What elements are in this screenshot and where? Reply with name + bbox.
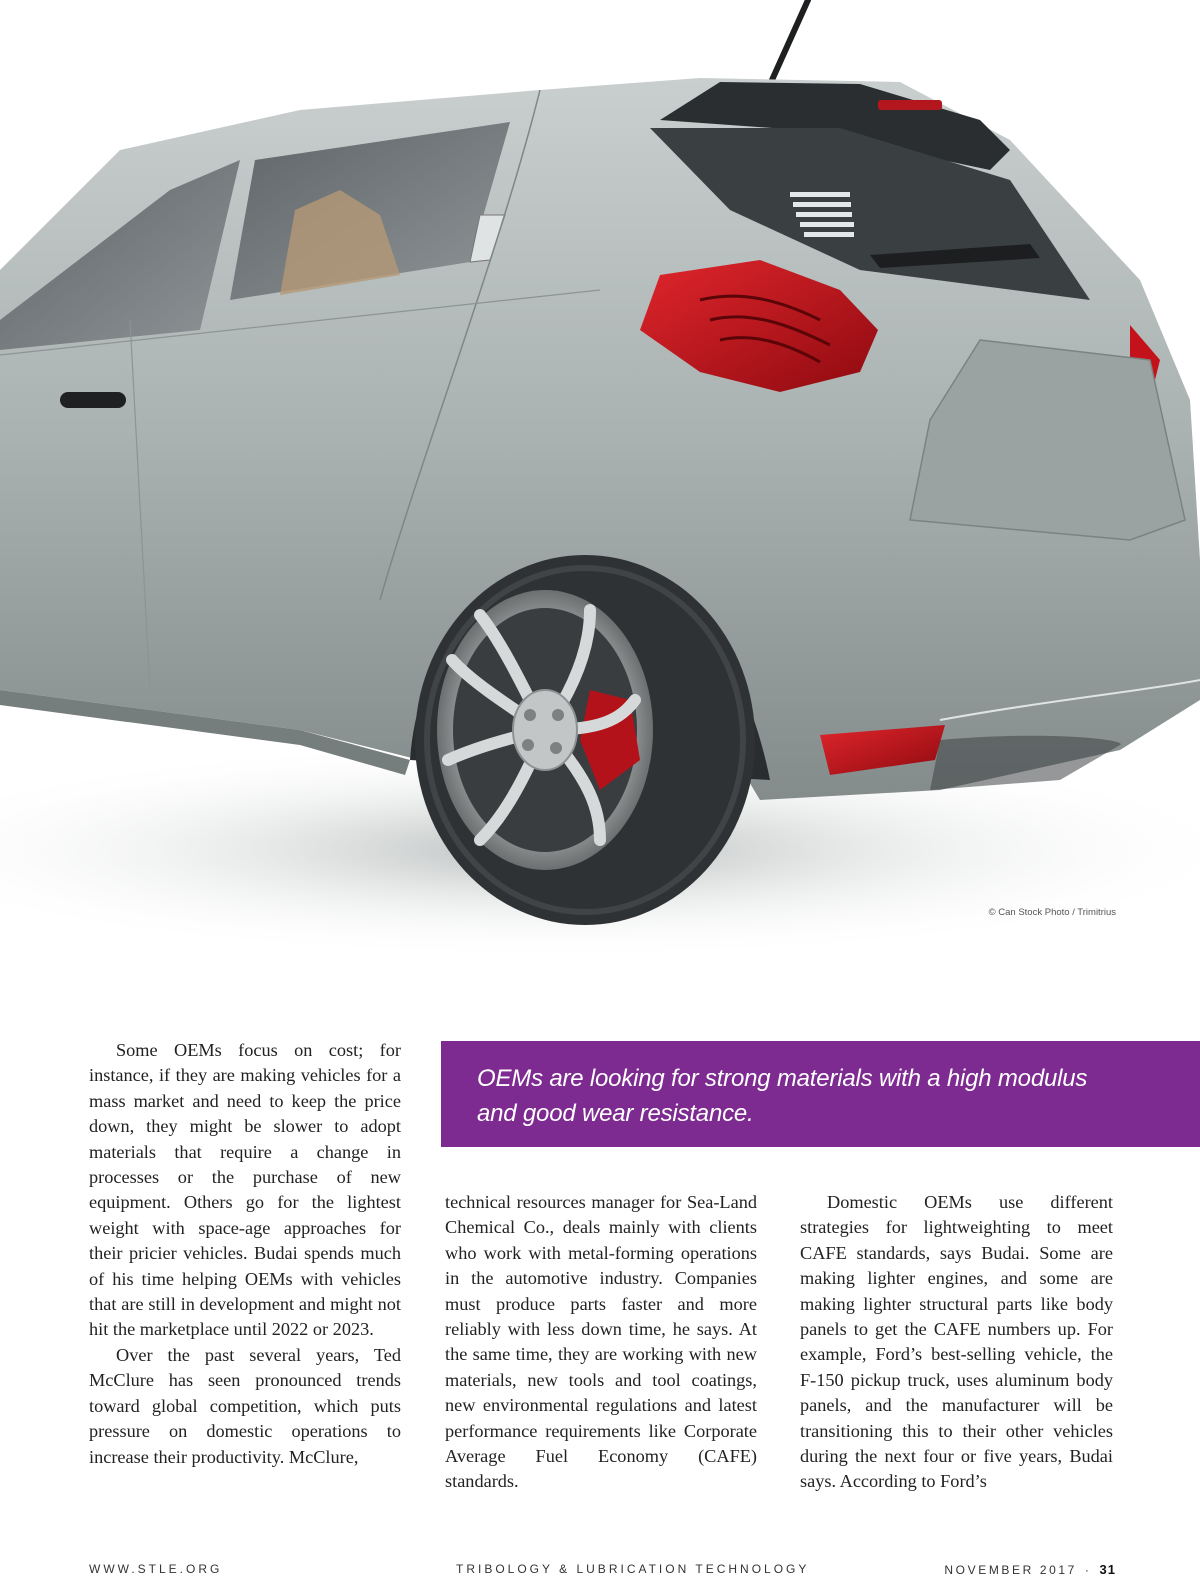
paragraph: Some OEMs focus on cost; for instance, if they are making vehicles for a mass market and need to keep the price down, they might be slower to adopt materials that require a change in processes or the purchase of new equipment. Others go for the lightest weight with space-age approaches for their pricier vehicles. Budai spends much of his time helping OEMs with vehicles that are still in development and might not hit the marketplace until 2022 or 2023.	[89, 1040, 401, 1340]
footer-website: WWW.STLE.ORG	[89, 1562, 223, 1576]
pull-quote-text: OEMs are looking for strong materials with a high modulus and good wear resistance.	[477, 1065, 1088, 1127]
footer-publication: TRIBOLOGY & LUBRICATION TECHNOLOGY	[456, 1562, 810, 1576]
page-number: 31	[1099, 1562, 1116, 1577]
article-column-middle	[445, 1190, 757, 1495]
issue-date: NOVEMBER 2017	[944, 1563, 1077, 1577]
article-column-right	[800, 1190, 1113, 1495]
article-column-left	[89, 1038, 401, 1470]
photo-credit: © Can Stock Photo / Trimitrius	[988, 907, 1116, 918]
paragraph: technical resources manager for Sea-Land Chemical Co., deals mainly with clients who work with metal-forming operations in the automotive industry. Companies must produce parts faster and more reliably with less down time, he says. At the same time, they are working with new materials, new tools and tool coatings, new environmental regulations and latest performance requirements like Corporate Average Fuel Economy (CAFE) standards.	[445, 1192, 757, 1492]
paragraph: Domestic OEMs use different strategies for lightweighting to meet CAFE standards, says Budai. Some are making lighter engines, and some are making lighter structural parts like body panels to get the CAFE numbers up. For example, Ford’s best-selling vehicle, the F-150 pickup truck, uses aluminum body panels, and the manufacturer will be transitioning this to their other vehicles during the next four or five years, Budai says. According to Ford’s	[800, 1192, 1113, 1492]
separator: ·	[1084, 1563, 1092, 1577]
pull-quote	[441, 1041, 1200, 1147]
paragraph: Over the past several years, Ted McClure has seen pronounced trends toward global competition, which puts pressure on domestic operations to increase their productivity. McClure,	[89, 1344, 401, 1467]
footer-issue	[944, 1562, 1116, 1577]
